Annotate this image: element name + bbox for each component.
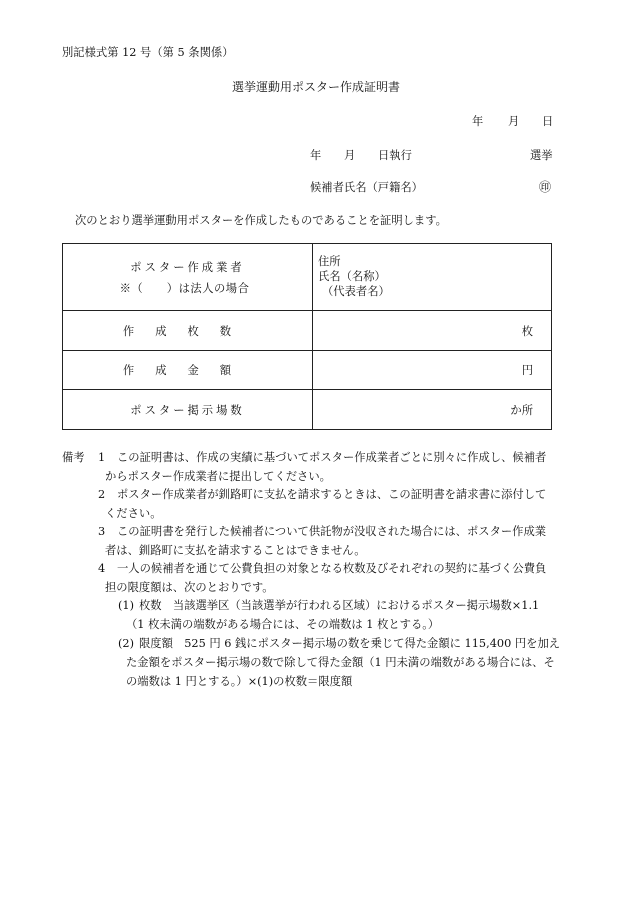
seal-mark: ㊞ (539, 180, 552, 194)
sub-note-2-line-1: 限度額 525 円 6 銭にポスター掲示場の数を乗じて得た金額に 115,400 円を加え (139, 637, 561, 650)
sub-note-2-number: (2) (118, 637, 135, 650)
amount-row (63, 351, 552, 390)
poster-info-table (62, 243, 552, 430)
amount-label: 作成金額 (63, 351, 313, 390)
places-label: ポスター掲示場数 (63, 390, 313, 430)
month-label: 月 (508, 115, 520, 128)
note-4-number: 4 (98, 562, 106, 575)
remarks-header: 備考 (62, 451, 85, 464)
note-2-line-1: ポスター作成業者が釧路町に支払を請求するときは、この証明書を請求書に添付して (117, 488, 547, 501)
address-label: 住所 (318, 255, 341, 268)
election-day-label: 日執行 (378, 149, 412, 162)
day-label: 日 (542, 115, 554, 128)
sub-note-1-number: (1) (118, 599, 135, 612)
places-unit: か所 (313, 390, 552, 430)
note-2-number: 2 (98, 488, 106, 501)
election-label: 選挙 (530, 149, 553, 162)
count-unit: 枚 (313, 311, 552, 351)
representative-label: （代表者名） (322, 285, 390, 298)
certification-statement: 次のとおり選挙運動用ポスターを作成したものであることを証明します。 (75, 214, 447, 227)
maker-label: ポスター作成業者 (130, 260, 245, 274)
count-label: 作成枚数 (63, 311, 313, 351)
year-label: 年 (472, 115, 484, 128)
sub-note-2-line-3: の端数は 1 円とする。）×(1)の枚数＝限度額 (126, 675, 353, 688)
note-4-line-1: 一人の候補者を通じて公費負担の対象となる枚数及びそれぞれの契約に基づく公費負 (117, 562, 547, 575)
corporation-note: ※（ ）は法人の場合 (119, 281, 250, 295)
amount-unit: 円 (313, 351, 552, 390)
note-2-line-2: ください。 (105, 507, 162, 520)
note-4-line-2: 担の限度額は、次のとおりです。 (105, 581, 274, 594)
note-3-number: 3 (98, 525, 106, 538)
document-title: 選挙運動用ポスター作成証明書 (232, 80, 401, 94)
maker-label-cell (63, 244, 313, 311)
election-year-label: 年 (310, 149, 322, 162)
maker-info-cell (313, 244, 552, 311)
sub-note-1-line-1: 枚数 当該選挙区（当該選挙が行われる区域）におけるポスター掲示場数×1.1 (139, 599, 540, 612)
note-1-number: 1 (98, 451, 106, 464)
count-row (63, 311, 552, 351)
note-1-line-2: からポスター作成業者に提出してください。 (105, 470, 331, 483)
note-3-line-1: この証明書を発行した候補者について供託物が没収された場合には、ポスター作成業 (117, 525, 547, 538)
sub-note-1-line-2: （1 枚未満の端数がある場合には、その端数は 1 枚とする。） (126, 618, 440, 631)
company-name-label: 氏名（名称） (318, 270, 386, 283)
sub-note-2-line-2: た金額をポスター掲示場の数で除して得た金額（1 円未満の端数がある場合には、そ (126, 656, 555, 669)
places-row (63, 390, 552, 430)
election-month-label: 月 (344, 149, 356, 162)
maker-row (63, 244, 552, 311)
note-3-line-2: 者は、釧路町に支払を請求することはできません。 (105, 544, 366, 557)
note-1-line-1: この証明書は、作成の実績に基づいてポスター作成業者ごとに別々に作成し、候補者 (117, 451, 547, 464)
candidate-name-label: 候補者氏名（戸籍名） (310, 181, 423, 194)
form-number: 別記様式第 12 号（第 5 条関係） (62, 46, 234, 59)
